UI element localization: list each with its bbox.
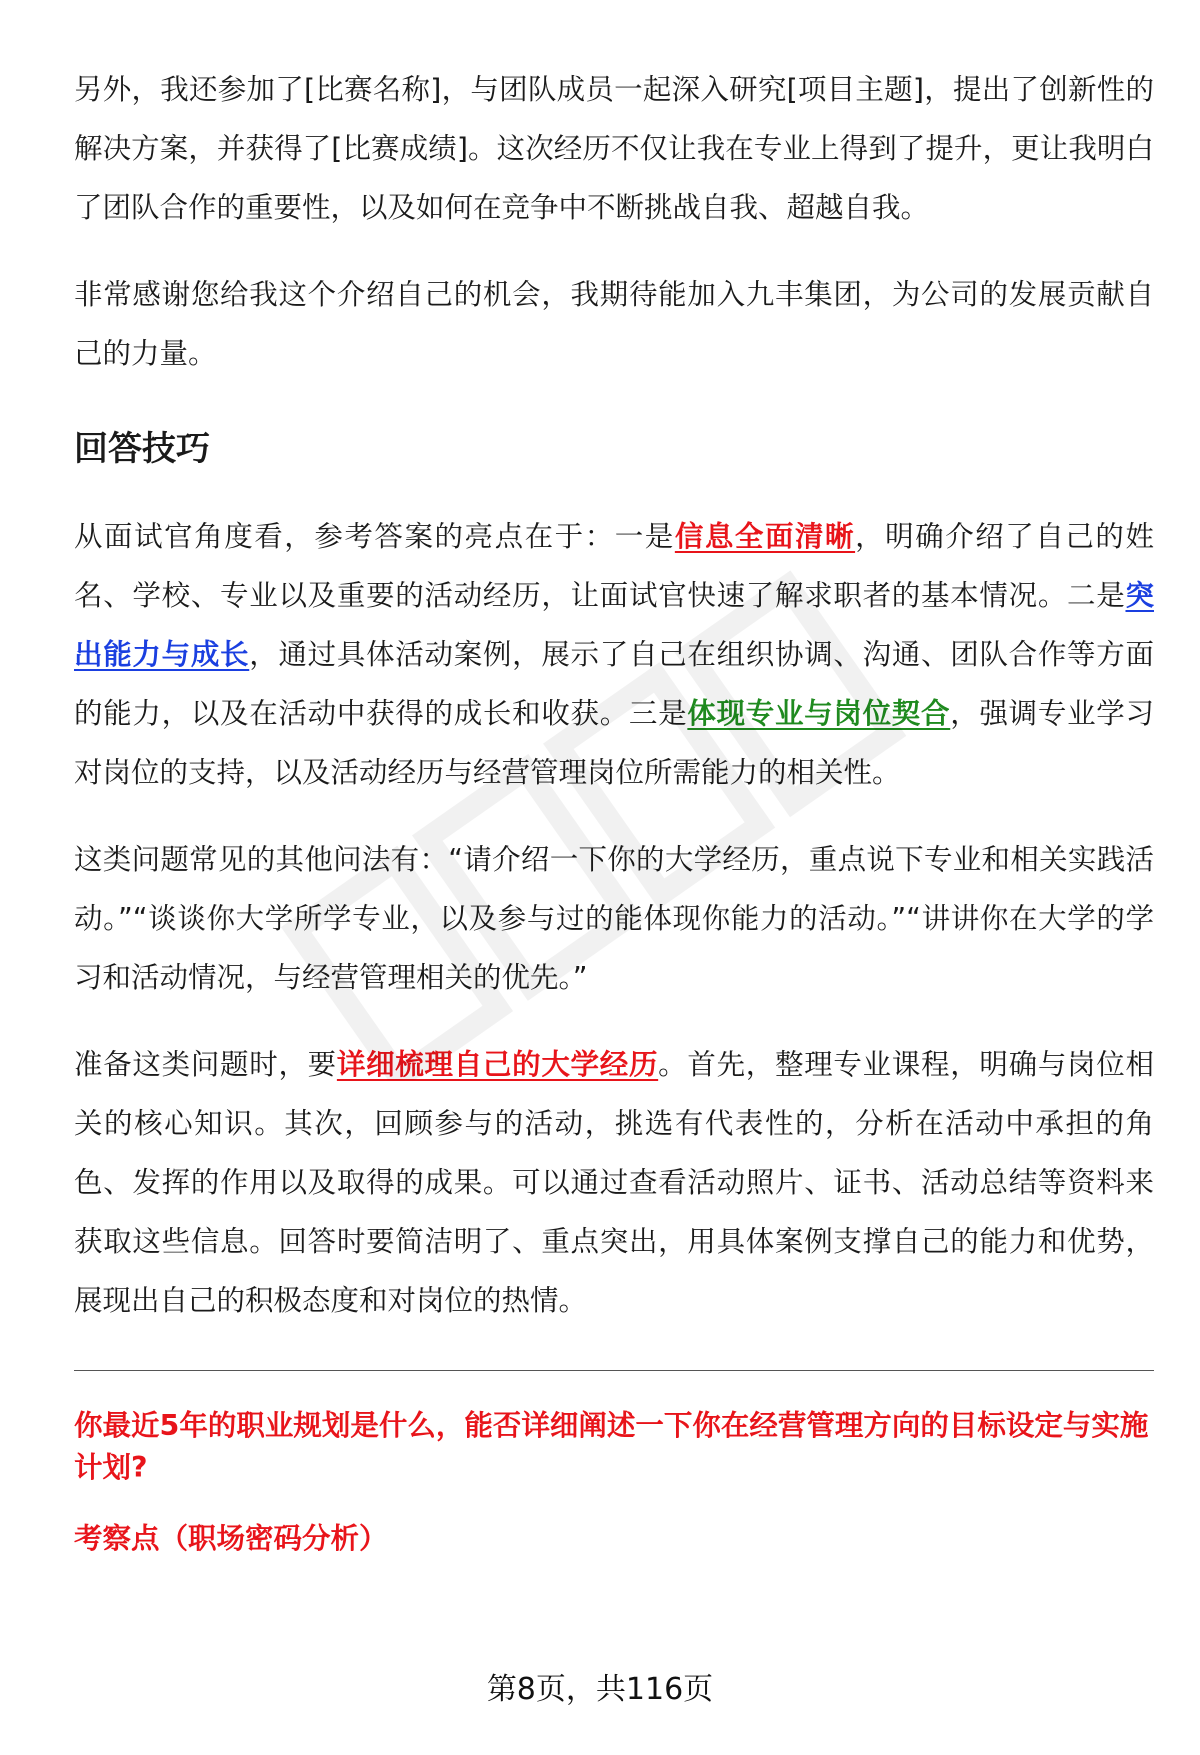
- next-question-title: 你最近5年的职业规划是什么，能否详细阐述一下你在经营管理方向的目标设定与实施计划?: [74, 1409, 1149, 1484]
- highlight-info-clear: 信息全面清晰: [674, 520, 856, 553]
- document-page: [74, 60, 1154, 1559]
- section-divider: [74, 1370, 1154, 1371]
- page-footer: 第8页，共116页: [486, 1672, 714, 1707]
- highlight-ability-growth: 突出能力与成长: [74, 579, 1154, 671]
- paragraph-competition: 另外，我还参加了[比赛名称]，与团队成员一起深入研究[项目主题]，提出了创新性的解决方案，并获得了[比赛成绩]。这次经历不仅让我在专业上得到了提升，更让我明白了团队合作的重要性，以及如何在竞争中不断挑战自我、超越自我。: [74, 73, 1154, 224]
- paragraph-preparation: [74, 1035, 1154, 1330]
- prep-text-1: 准备这类问题时，要: [74, 1048, 337, 1081]
- section-heading-tips: 回答技巧: [74, 429, 210, 469]
- highlight-review-experience: 详细梳理自己的大学经历: [336, 1048, 659, 1081]
- tips-text-1: 从面试官角度看，参考答案的亮点在于：一是: [74, 520, 675, 553]
- paragraph-variants: 这类问题常见的其他问法有：“请介绍一下你的大学经历，重点说下专业和相关实践活动。”“谈谈你大学所学专业，以及参与过的能体现你能力的活动。”“讲讲你在大学的学习和活动情况，与经营管理相关的优先。”: [74, 843, 1154, 994]
- tips-text-2: ，明确介绍了自己的姓名、学校、专业以及重要的活动经历，让面试官快速了解求职者的基本情况。二是: [74, 520, 1154, 612]
- evaluation-point-label: 考察点（职场密码分析）: [74, 1522, 388, 1555]
- paragraph-thanks: 非常感谢您给我这个介绍自己的机会，我期待能加入九丰集团，为公司的发展贡献自己的力量。: [74, 278, 1154, 370]
- paragraph-tips: [74, 507, 1154, 802]
- prep-text-2: 。首先，整理专业课程，明确与岗位相关的核心知识。其次，回顾参与的活动，挑选有代表性的，分析在活动中承担的角色、发挥的作用以及取得的成果。可以通过查看活动照片、证书、活动总结等资料来获取这些信息。回答时要简洁明了、重点突出，用具体案例支撑自己的能力和优势，展现出自己的积极态度和对岗位的热情。: [74, 1048, 1154, 1317]
- highlight-job-fit: 体现专业与岗位契合: [687, 697, 951, 730]
- tips-text-4: ，强调专业学习对岗位的支持，以及活动经历与经营管理岗位所需能力的相关性。: [74, 697, 1154, 789]
- tips-text-3: ，通过具体活动案例，展示了自己在组织协调、沟通、团队合作等方面的能力，以及在活动中获得的成长和收获。三是: [74, 638, 1154, 730]
